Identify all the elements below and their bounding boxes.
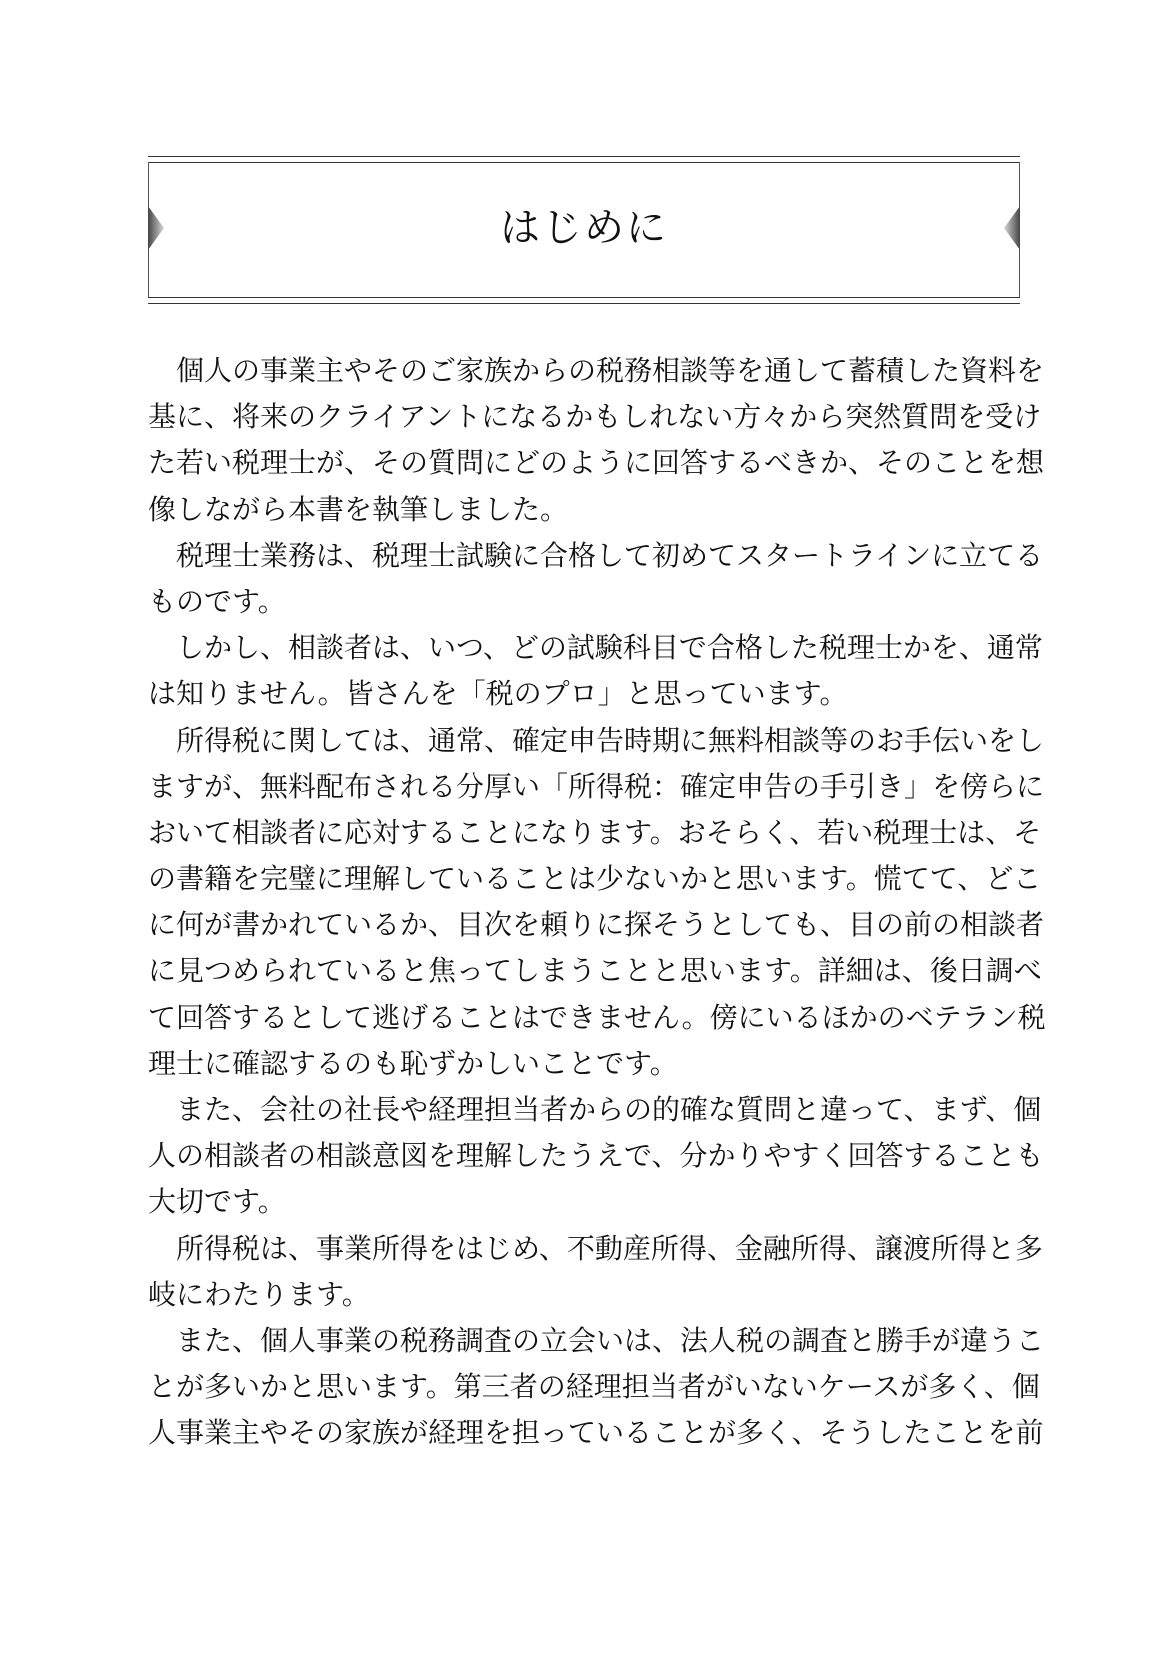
text-line: また、個人事業の税務調査の立会いは、法人税の調査と勝手が違うこ — [148, 1323, 1045, 1357]
paragraph — [148, 533, 1044, 625]
frame-bottom-rule — [148, 303, 1020, 304]
chapter-title-frame — [148, 156, 1020, 304]
text-line: また、会社の社長や経理担当者からの的確な質問と違って、まず、個 — [148, 1093, 1042, 1126]
frame-bottom-inner-rule — [148, 297, 1020, 298]
paragraph — [148, 1226, 1043, 1318]
paragraph — [148, 718, 1046, 1088]
frame-top-inner-rule — [148, 162, 1020, 163]
text-line: ものです。 — [148, 584, 286, 618]
text-line: 基に、将来のクライアントになるかもしれない方々から突然質問を受け — [148, 400, 1042, 434]
text-line: 理士に確認するのも恥ずかしいことです。 — [148, 1046, 678, 1080]
text-line: おいて相談者に応対することになります。おそらく、若い税理士は、そ — [148, 815, 1042, 849]
text-line: の書籍を完璧に理解していることは少ないかと思います。慌てて、どこ — [148, 862, 1042, 896]
text-line: た若い税理士が、その質問にどのように回答するべきか、そのことを想 — [148, 446, 1045, 480]
text-line: とが多いかと思います。第三者の経理担当者がいないケースが多く、個 — [148, 1370, 1040, 1404]
text-line: に見つめられていると焦ってしまうことと思います。詳細は、後日調べ — [148, 954, 1042, 988]
text-line: 個人の事業主やそのご家族からの税務相談等を通して蓄積した資料を — [148, 354, 1045, 387]
body-text — [148, 348, 1046, 1457]
text-line: 人事業主やその家族が経理を担っていることが多く、そうしたことを前 — [148, 1416, 1044, 1450]
text-line: て回答するとして逃げることはできません。傍にいるほかのベテラン税 — [148, 1000, 1046, 1034]
paragraph — [148, 1087, 1044, 1226]
paragraph — [148, 1318, 1045, 1457]
text-line: 税理士業務は、税理士試験に合格して初めてスタートラインに立てる — [148, 538, 1044, 572]
chapter-title: はじめに — [500, 205, 668, 251]
text-line: しかし、相談者は、いつ、どの試験科目で合格した税理士かを、通常 — [148, 631, 1043, 665]
text-line: 岐にわたります。 — [148, 1277, 370, 1311]
text-line: 所得税に関しては、通常、確定申告時期に無料相談等のお手伝いをし — [148, 723, 1045, 757]
text-line: は知りません。皆さんを「税のプロ」と思っています。 — [148, 677, 848, 711]
text-line: ますが、無料配布される分厚い「所得税：確定申告の手引き」を傍らに — [148, 769, 1045, 803]
text-line: 人の相談者の相談意図を理解したうえで、分かりやすく回答することも — [148, 1139, 1044, 1173]
paragraph — [148, 348, 1045, 533]
text-line: に何が書かれているか、目次を頼りに探そうとしても、目の前の相談者 — [148, 908, 1045, 942]
paragraph — [148, 625, 1043, 717]
text-line: 像しながら本書を執筆しました。 — [148, 492, 569, 526]
text-line: 大切です。 — [148, 1185, 286, 1219]
text-line: 所得税は、事業所得をはじめ、不動産所得、金融所得、譲渡所得と多 — [148, 1231, 1043, 1265]
frame-top-rule — [148, 156, 1020, 157]
